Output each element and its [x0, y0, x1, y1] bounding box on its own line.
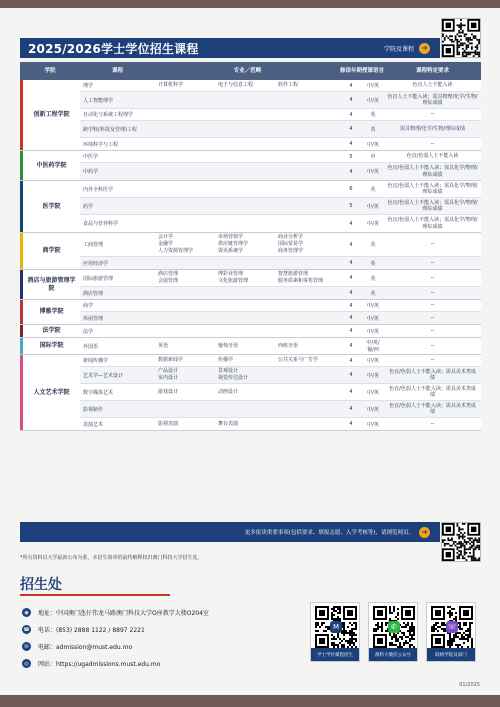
school-name: 人文艺术学院: [20, 355, 80, 430]
arrow-right-icon[interactable]: ➜: [419, 527, 430, 538]
special-requirements: 色盲/色弱人士不能入读；需具化学/物理/理综成绩: [387, 217, 478, 230]
special-requirements: 色盲/色弱人士不能入读；需具化学/物理/理综成绩: [387, 199, 478, 212]
specialization: 影视表演: [158, 420, 179, 427]
school-name: 医学院: [20, 181, 80, 232]
specializations: [155, 420, 340, 429]
programs-qr-code: [441, 18, 481, 58]
specializations: [155, 81, 340, 90]
specialization: 市场营销学: [218, 234, 244, 240]
specializations: [155, 205, 340, 207]
special-requirements: --: [430, 274, 435, 281]
specialization: 商业分析学: [278, 234, 304, 240]
specializations: [155, 388, 340, 397]
disclaimer-note: *所有资料以大学最新公布为准。本招生简章的最终解释权归澳门科技大学招生处。: [20, 555, 203, 561]
specializations: [155, 99, 340, 101]
column-header: 修读年期: [340, 67, 363, 74]
teaching-language: 英: [370, 112, 376, 118]
qr-code-icon: [442, 19, 480, 57]
qr-caption: 学士学位课程招生: [311, 648, 359, 661]
contact-text: 电话：(853) 2888 1122 / 8897 2221: [38, 627, 145, 634]
table-row[interactable]: [80, 121, 481, 138]
table-row[interactable]: [80, 163, 481, 180]
viber-icon: ☏: [447, 623, 457, 631]
contact-item: [22, 604, 209, 621]
program-name: 艺术学—艺术设计: [83, 372, 124, 379]
program-rows: [80, 151, 481, 180]
special-requirements: --: [430, 111, 435, 118]
divider: [20, 594, 170, 596]
table-body: [20, 80, 481, 431]
table-row[interactable]: [80, 215, 481, 232]
table-row[interactable]: [80, 138, 481, 150]
study-years: 4: [349, 406, 353, 412]
teaching-language: 英: [370, 242, 376, 248]
school-name: 法学院: [20, 325, 80, 337]
table-row[interactable]: [80, 418, 481, 430]
special-requirements: 色盲/色弱人士不能入读；需具美术类成绩: [389, 368, 476, 381]
special-requirements: --: [430, 289, 435, 296]
contact-item: [22, 621, 209, 638]
special-requirements: --: [430, 357, 435, 364]
table-row[interactable]: [80, 151, 481, 163]
program-name: 数字媒体艺术: [83, 389, 114, 396]
teaching-language: 中/英: [367, 97, 379, 104]
school-block: [20, 300, 481, 325]
school-block: [20, 181, 481, 233]
contact-text: 电邮：admission@must.edu.mo: [38, 644, 133, 651]
study-years: 6: [349, 186, 353, 192]
contact-text: 网站：https://ugadmissions.must.edu.mo: [38, 661, 161, 668]
teaching-language: 中/英: [367, 358, 379, 364]
table-row[interactable]: [80, 401, 481, 418]
teaching-language: 中/英: [367, 315, 379, 322]
teaching-language: 中/英: [367, 328, 379, 335]
specializations: [155, 233, 340, 256]
school-name: 商学院: [20, 233, 80, 269]
teaching-language: 中/英: [367, 389, 379, 396]
teaching-language: 中: [370, 154, 376, 160]
program-name: 酒店管理: [83, 290, 104, 297]
program-name: 中医学: [83, 154, 99, 160]
contact-list: [22, 604, 209, 672]
program-name: 环境科学与工程: [83, 141, 119, 148]
specializations: [155, 317, 340, 319]
program-name: 自动化与系统工程理学: [83, 112, 134, 118]
specializations: [155, 262, 340, 264]
teaching-language: 中/英: [367, 372, 379, 379]
study-years: 4: [349, 260, 353, 266]
bottom-decor-bar: [0, 695, 500, 707]
table-row[interactable]: [80, 367, 481, 384]
page-header: [20, 38, 440, 58]
programs-link[interactable]: [384, 43, 430, 54]
special-requirements: 色盲/色弱人士不能入读；需具美术类成绩: [389, 402, 476, 415]
specialization: 西班牙语: [278, 342, 299, 349]
contact-item: [22, 655, 209, 672]
must-logo-icon: M: [330, 621, 342, 633]
program-name: 国际旅游管理: [83, 275, 114, 282]
school-block: [20, 151, 481, 181]
specializations: [155, 171, 340, 173]
table-row[interactable]: [80, 92, 481, 109]
specializations: [155, 292, 340, 294]
specializations: [155, 156, 340, 158]
program-name: 工商管理: [83, 242, 104, 248]
program-rows: [80, 355, 481, 430]
program-name: 表演艺术: [83, 421, 104, 428]
wechat-icon: ✆: [388, 621, 400, 633]
specialization: 视觉传达设计: [218, 375, 249, 381]
program-name: 人工智能理学: [83, 97, 114, 104]
specializations: [155, 270, 340, 286]
study-years: 4: [349, 372, 353, 378]
table-row[interactable]: [80, 233, 481, 257]
teaching-language: 中/英: [367, 303, 379, 309]
special-requirements: 色盲/色弱人士不能入读: [406, 153, 459, 160]
special-requirements: --: [430, 420, 435, 427]
teaching-language: 英: [370, 275, 376, 282]
programs-link-label: 学院及课程: [383, 45, 414, 53]
specialization: 智慧旅游管理: [278, 271, 309, 277]
program-rows: [80, 80, 481, 150]
special-requirements: 色盲/色弱人士不能入读；需具化学/物理/理综成绩: [387, 165, 478, 178]
more-info-qr-code: [441, 522, 481, 562]
specialization: 葡萄牙语: [218, 342, 239, 349]
table-row[interactable]: [80, 384, 481, 401]
study-years: 4: [349, 220, 353, 227]
table-row[interactable]: [80, 80, 481, 92]
study-years: 4: [349, 290, 353, 296]
teaching-language: 中/英: [367, 421, 379, 428]
contact-title: 招生处: [20, 577, 62, 593]
contact-text: 地址：中国澳门氹仔伟龙马路澳门科技大学O座教学大楼O204室: [38, 610, 209, 617]
specialization: 数据新闻学: [158, 357, 184, 363]
study-years: 4: [349, 126, 353, 132]
teaching-language: 中/英: [367, 141, 379, 148]
study-years: 5: [349, 203, 353, 209]
more-info-text: 更多报读重要事项(包括要求、填报志愿、入学考核等)，请浏览网页。: [244, 530, 414, 536]
program-name: 药学: [83, 203, 94, 210]
teaching-language: 英: [370, 126, 376, 133]
special-requirements: --: [430, 302, 435, 309]
table-row[interactable]: [80, 257, 481, 269]
specialization: 动画设计: [218, 388, 239, 395]
column-header: 授课语言: [362, 67, 385, 74]
column-header: 专业／范畴: [233, 67, 262, 74]
program-name: 食品与营养科学: [83, 221, 119, 227]
specialization: 国际贸易学: [278, 241, 304, 247]
special-requirements: --: [430, 314, 435, 321]
study-years: 4: [349, 389, 353, 395]
program-name: 商学: [83, 303, 94, 309]
table-row[interactable]: [80, 355, 481, 367]
specializations: [155, 367, 340, 383]
teaching-language: 中/英: [367, 83, 379, 89]
teaching-language: 中/英: [367, 203, 379, 210]
table-row[interactable]: [80, 325, 481, 337]
arrow-right-icon[interactable]: ➜: [419, 43, 430, 54]
program-rows: [80, 300, 481, 324]
column-header: 课程特定要求: [415, 67, 449, 74]
program-name: 理学: [83, 83, 94, 89]
teaching-language: 中/英: [367, 221, 379, 227]
table-row[interactable]: [80, 181, 481, 198]
program-rows: [80, 270, 481, 299]
specialization: 会计学: [158, 234, 174, 240]
qr-card[interactable]: [368, 602, 418, 662]
school-name: 酒店与旅游管理学院: [20, 270, 80, 299]
study-years: 4: [349, 357, 353, 364]
qr-card[interactable]: [426, 602, 476, 662]
study-years: 4: [349, 302, 353, 309]
study-years: 4: [349, 421, 353, 427]
program-name: 外国语: [83, 343, 99, 350]
specialization: 供应链管理学: [218, 241, 249, 247]
more-info-bar[interactable]: [20, 522, 440, 542]
specialization: 计算机科学: [158, 82, 184, 88]
study-years: 4: [349, 241, 353, 248]
school-name: 创新工程学院: [20, 80, 80, 150]
specialization: 景观设计: [218, 368, 239, 374]
table-row[interactable]: [80, 198, 481, 215]
program-rows: [80, 181, 481, 232]
specializations: [155, 356, 340, 365]
column-header: 学院: [44, 67, 56, 74]
phone-icon: ☎: [23, 626, 30, 633]
school-block: [20, 80, 481, 151]
program-name: 休闲管理: [83, 315, 104, 322]
table-row[interactable]: [80, 270, 481, 287]
specialization: [278, 368, 338, 375]
special-requirements: --: [430, 259, 435, 266]
school-block: [20, 325, 481, 338]
special-requirements: 色盲人士不能入读；需具物理/化学/生物/理综成绩: [387, 93, 478, 106]
specialization: 资讯系统学: [218, 248, 244, 254]
study-years: 4: [349, 168, 353, 175]
program-name: 新闻传播学: [83, 358, 109, 364]
specialization: 酒店管理: [158, 271, 179, 277]
page-number: 01/2025: [459, 682, 480, 688]
qr-card[interactable]: [310, 602, 360, 662]
specialization: [278, 375, 338, 382]
specializations: [155, 305, 340, 307]
school-name: 中医药学院: [20, 151, 80, 180]
table-row[interactable]: [80, 109, 481, 121]
specialization: 电子与信息工程: [218, 82, 254, 88]
specialization: 游戏设计: [158, 388, 179, 395]
specializations: [155, 342, 340, 351]
specialization: 金融学: [158, 241, 174, 247]
specialization: 文化旅游管理: [218, 278, 249, 284]
qr-caption: 联络学院及部门: [427, 648, 475, 661]
specializations: [155, 114, 340, 116]
table-row[interactable]: [80, 287, 481, 299]
email-icon: ✉: [22, 642, 31, 651]
special-requirements: 色盲/色弱人士不能入读；需具化学/物理/理综成绩: [387, 182, 478, 195]
special-requirements: 需具物理/化学/生物/理综成绩: [399, 125, 466, 132]
specialization: 英语: [158, 342, 169, 349]
teaching-language: 中/英: [367, 406, 379, 413]
study-years: 4: [349, 97, 353, 103]
programs-table: [20, 62, 481, 431]
program-name: 法学: [83, 328, 94, 335]
specialization: 商务管理学: [278, 248, 304, 254]
program-name: 应用经济学: [83, 260, 109, 267]
table-row[interactable]: [80, 300, 481, 312]
special-requirements: --: [430, 327, 435, 334]
special-requirements: 色盲人士不能入读: [412, 82, 453, 89]
program-name: 中药学: [83, 169, 99, 175]
top-decor-bar: [0, 0, 500, 8]
study-years: 4: [349, 111, 353, 118]
table-header: [20, 62, 481, 80]
school-name: 博雅学院: [20, 300, 80, 324]
specialization: 产品设计: [158, 368, 179, 374]
teaching-language: 英: [370, 260, 376, 267]
specialization: 室内设计: [158, 375, 179, 381]
specializations: [155, 408, 340, 410]
teaching-language: 中/英: [367, 169, 379, 175]
specializations: [155, 188, 340, 190]
qr-code-icon: [442, 523, 480, 561]
specialization: 舞台表演: [218, 420, 239, 427]
study-years: 5: [349, 153, 353, 160]
special-requirements: --: [430, 342, 435, 349]
teaching-language: 英: [370, 290, 376, 297]
specialization: 软件工程: [278, 82, 299, 88]
specialization: 人力资源管理学: [158, 248, 194, 254]
school-block: [20, 355, 481, 431]
table-row[interactable]: [80, 312, 481, 324]
teaching-language: 中/英/葡/西: [366, 340, 380, 353]
specialization: 传播学: [218, 357, 234, 363]
qr-caption: 澳科大微信公众号: [369, 648, 417, 661]
school-block: [20, 270, 481, 300]
school-block: [20, 338, 481, 355]
special-requirements: 色盲/色弱人士不能入读；需具美术类成绩: [389, 385, 476, 398]
special-requirements: --: [430, 140, 435, 147]
specializations: [155, 143, 340, 145]
study-years: 4: [349, 315, 353, 321]
program-name: 跨学科(科技及管理)工程: [83, 126, 137, 133]
study-years: 4: [349, 275, 353, 281]
table-row[interactable]: [80, 338, 481, 354]
study-years: 4: [349, 343, 353, 349]
location-icon: ◉: [22, 608, 31, 617]
study-years: 4: [349, 328, 353, 334]
specializations: [155, 223, 340, 225]
specializations: [155, 330, 340, 332]
special-requirements: --: [430, 241, 435, 248]
specializations: [155, 128, 340, 130]
specialization: 服务质素和零售管理: [278, 278, 324, 284]
study-years: 4: [349, 141, 353, 147]
specialization: 博彩业管理: [218, 271, 244, 277]
program-name: 内外全科医学: [83, 186, 114, 193]
program-name: 影视制作: [83, 406, 104, 413]
program-rows: [80, 325, 481, 337]
page-title: 2025/2026学士学位招生课程: [28, 41, 199, 56]
program-rows: [80, 338, 481, 354]
column-header: 课程: [111, 67, 123, 74]
school-name: 国际学院: [20, 338, 80, 354]
specialization: 会展管理: [158, 278, 179, 284]
contact-item: [22, 638, 209, 655]
program-rows: [80, 233, 481, 269]
school-block: [20, 233, 481, 270]
teaching-language: 英: [370, 186, 376, 193]
website-icon: ◎: [22, 659, 31, 668]
study-years: 4: [349, 82, 353, 89]
specialization: 公共关系与广告学: [278, 357, 319, 363]
